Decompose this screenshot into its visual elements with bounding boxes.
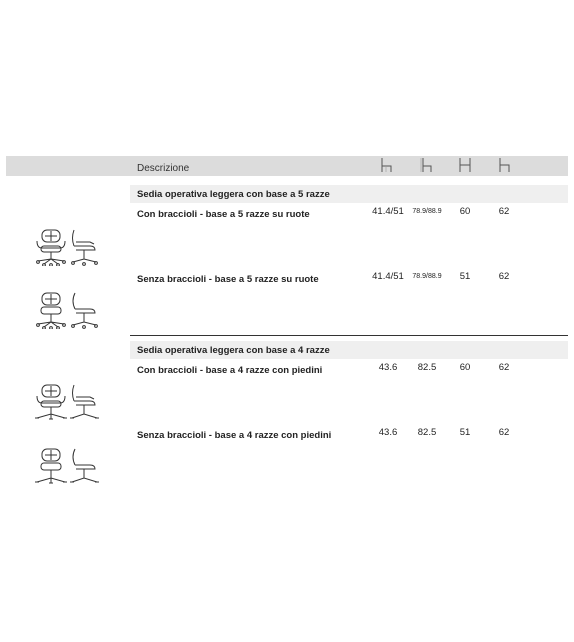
seat-height-value: 43.6 <box>378 362 398 373</box>
depth-value: 62 <box>498 427 510 438</box>
depth-value: 62 <box>498 362 510 373</box>
total-height-value: 78.9/88.9 <box>412 273 442 280</box>
total-height-value: 78.9/88.9 <box>412 208 442 215</box>
width-value: 60 <box>459 206 471 217</box>
row-label: Senza braccioli - base a 4 razze con piedini <box>137 430 332 441</box>
width-value: 51 <box>459 271 471 282</box>
description-header: Descrizione <box>137 163 190 174</box>
table-header-bar <box>6 156 568 176</box>
chair-side-armless-4-star-glides-icon <box>68 447 102 485</box>
section-divider <box>130 335 568 336</box>
row-label: Con braccioli - base a 5 razze su ruote <box>137 209 310 220</box>
chair-side-armrests-5-star-casters-icon <box>68 228 102 266</box>
section-title: Sedia operativa leggera con base a 5 razze <box>137 189 330 200</box>
seat-height-value: 43.6 <box>378 427 398 438</box>
depth-value: 62 <box>498 206 510 217</box>
chair-front-armrests-4-star-glides-icon <box>34 383 68 421</box>
seat-height-value: 41.4/51 <box>372 271 404 282</box>
total-height-value: 82.5 <box>417 362 437 373</box>
width-value: 60 <box>459 362 471 373</box>
chair-side-armrests-4-star-glides-icon <box>68 383 102 421</box>
chair-front-armless-5-star-casters-icon <box>34 291 68 329</box>
total-height-icon <box>420 157 434 173</box>
seat-height-value: 41.4/51 <box>372 206 404 217</box>
row-label: Con braccioli - base a 4 razze con piedini <box>137 365 323 376</box>
row-label: Senza braccioli - base a 5 razze su ruote <box>137 274 319 285</box>
section-title: Sedia operativa leggera con base a 4 razze <box>137 345 330 356</box>
chair-front-armrests-5-star-casters-icon <box>34 228 68 266</box>
depth-value: 62 <box>498 271 510 282</box>
chair-front-armless-4-star-glides-icon <box>34 447 68 485</box>
width-icon <box>458 157 472 173</box>
seat-height-icon <box>380 157 394 173</box>
chair-side-armless-5-star-casters-icon <box>68 291 102 329</box>
depth-icon <box>498 157 512 173</box>
width-value: 51 <box>459 427 471 438</box>
total-height-value: 82.5 <box>417 427 437 438</box>
